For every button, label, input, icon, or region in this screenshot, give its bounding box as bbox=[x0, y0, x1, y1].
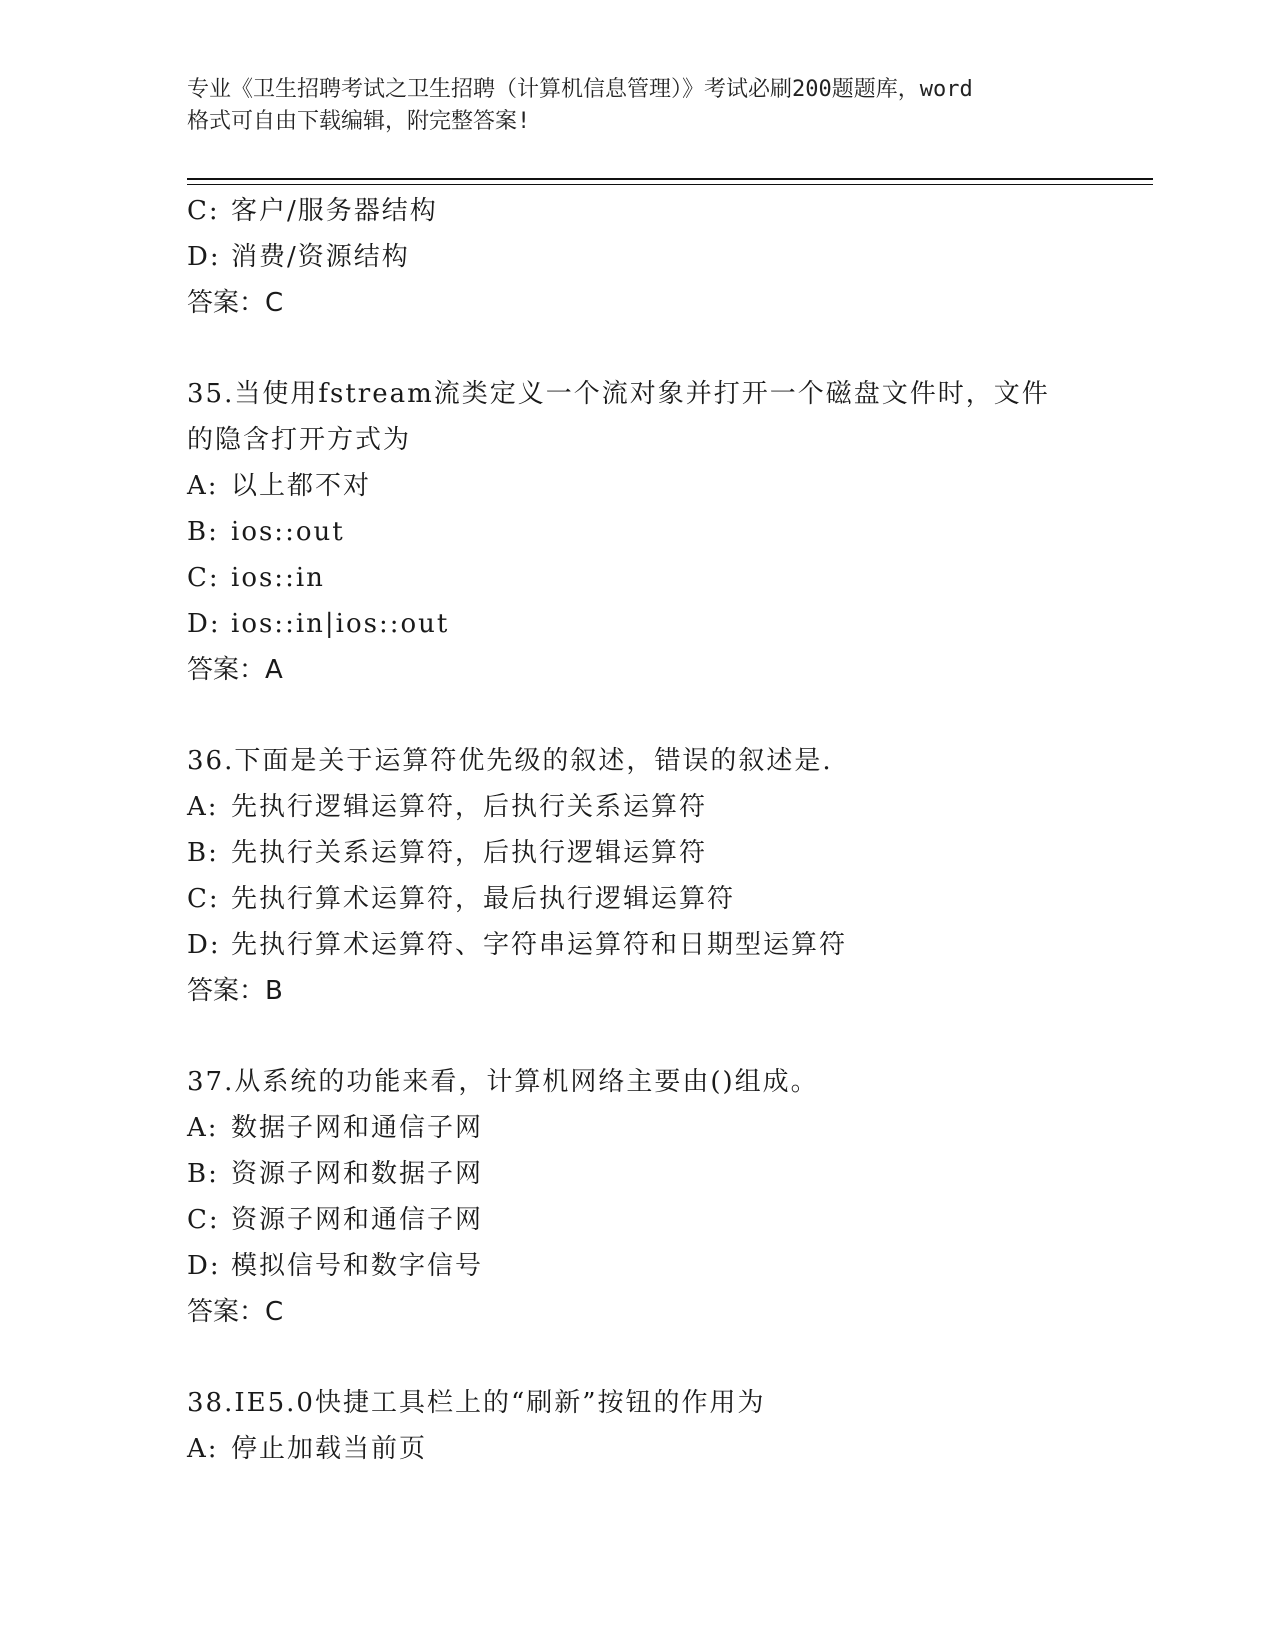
question-block-35 bbox=[187, 371, 1087, 693]
question-block-34 bbox=[187, 188, 1087, 326]
question-stem: 38.IE5.0快捷工具栏上的“刷新”按钮的作用为 bbox=[187, 1388, 766, 1418]
option-label: D: bbox=[187, 609, 221, 639]
option-text: 资源子网和通信子网 bbox=[231, 1205, 484, 1235]
option-text: 停止加载当前页 bbox=[231, 1434, 428, 1464]
question-block-36 bbox=[187, 738, 1087, 1014]
answer-line: 答案：B bbox=[187, 976, 283, 1006]
option-text: 先执行关系运算符，后执行逻辑运算符 bbox=[231, 838, 708, 868]
option-b bbox=[187, 1151, 1087, 1197]
option-d bbox=[187, 922, 1087, 968]
option-label: D: bbox=[187, 1251, 221, 1281]
option-text: 客户/服务器结构 bbox=[231, 196, 438, 226]
option-d bbox=[187, 234, 1087, 280]
question-block-37 bbox=[187, 1059, 1087, 1335]
option-label: D: bbox=[187, 242, 221, 272]
option-text: ios::in|ios::out bbox=[231, 609, 450, 639]
question-block-38 bbox=[187, 1380, 1087, 1472]
header-divider-thin bbox=[187, 184, 1153, 185]
option-d bbox=[187, 601, 1087, 647]
answer-line: 答案：A bbox=[187, 655, 283, 685]
option-d bbox=[187, 1243, 1087, 1289]
option-label: D: bbox=[187, 930, 221, 960]
option-a bbox=[187, 1105, 1087, 1151]
spacer bbox=[187, 1014, 1087, 1059]
option-c bbox=[187, 188, 1087, 234]
header-divider-thick bbox=[187, 178, 1153, 180]
option-text: 以上都不对 bbox=[231, 471, 372, 501]
option-label: B: bbox=[187, 838, 219, 868]
option-label: B: bbox=[187, 517, 219, 547]
option-label: C: bbox=[187, 196, 220, 226]
option-label: A: bbox=[187, 792, 219, 822]
option-b bbox=[187, 830, 1087, 876]
option-text: 先执行算术运算符，最后执行逻辑运算符 bbox=[231, 884, 736, 914]
question-stem: 35.当使用fstream流类定义一个流对象并打开一个磁盘文件时，文件 bbox=[187, 379, 1050, 409]
option-label: C: bbox=[187, 563, 220, 593]
option-label: C: bbox=[187, 1205, 220, 1235]
option-b bbox=[187, 509, 1087, 555]
option-text: 消费/资源结构 bbox=[231, 242, 410, 272]
question-stem: 36.下面是关于运算符优先级的叙述，错误的叙述是. bbox=[187, 746, 833, 776]
spacer bbox=[187, 693, 1087, 738]
question-stem: 的隐含打开方式为 bbox=[187, 425, 412, 455]
answer-line: 答案：C bbox=[187, 288, 284, 318]
spacer bbox=[187, 1335, 1087, 1380]
spacer bbox=[187, 326, 1087, 371]
header-line-1: 专业《卫生招聘考试之卫生招聘（计算机信息管理）》考试必刷200题题库，word bbox=[187, 77, 973, 102]
option-a bbox=[187, 784, 1087, 830]
question-list bbox=[187, 188, 1087, 1472]
option-text: 数据子网和通信子网 bbox=[231, 1113, 484, 1143]
question-stem: 37.从系统的功能来看，计算机网络主要由()组成。 bbox=[187, 1067, 819, 1097]
option-text: 资源子网和数据子网 bbox=[231, 1159, 484, 1189]
option-label: A: bbox=[187, 1113, 219, 1143]
document-header bbox=[187, 74, 1087, 138]
option-label: A: bbox=[187, 471, 219, 501]
option-text: ios::out bbox=[231, 517, 345, 547]
option-text: ios::in bbox=[231, 563, 325, 593]
option-a bbox=[187, 463, 1087, 509]
option-label: A: bbox=[187, 1434, 219, 1464]
option-text: 先执行逻辑运算符，后执行关系运算符 bbox=[231, 792, 708, 822]
answer-line: 答案：C bbox=[187, 1297, 284, 1327]
option-text: 模拟信号和数字信号 bbox=[231, 1251, 484, 1281]
option-c bbox=[187, 876, 1087, 922]
option-text: 先执行算术运算符、字符串运算符和日期型运算符 bbox=[231, 930, 848, 960]
option-c bbox=[187, 555, 1087, 601]
option-label: C: bbox=[187, 884, 220, 914]
option-a bbox=[187, 1426, 1087, 1472]
option-label: B: bbox=[187, 1159, 219, 1189]
option-c bbox=[187, 1197, 1087, 1243]
header-line-2: 格式可自由下载编辑，附完整答案! bbox=[187, 109, 531, 134]
